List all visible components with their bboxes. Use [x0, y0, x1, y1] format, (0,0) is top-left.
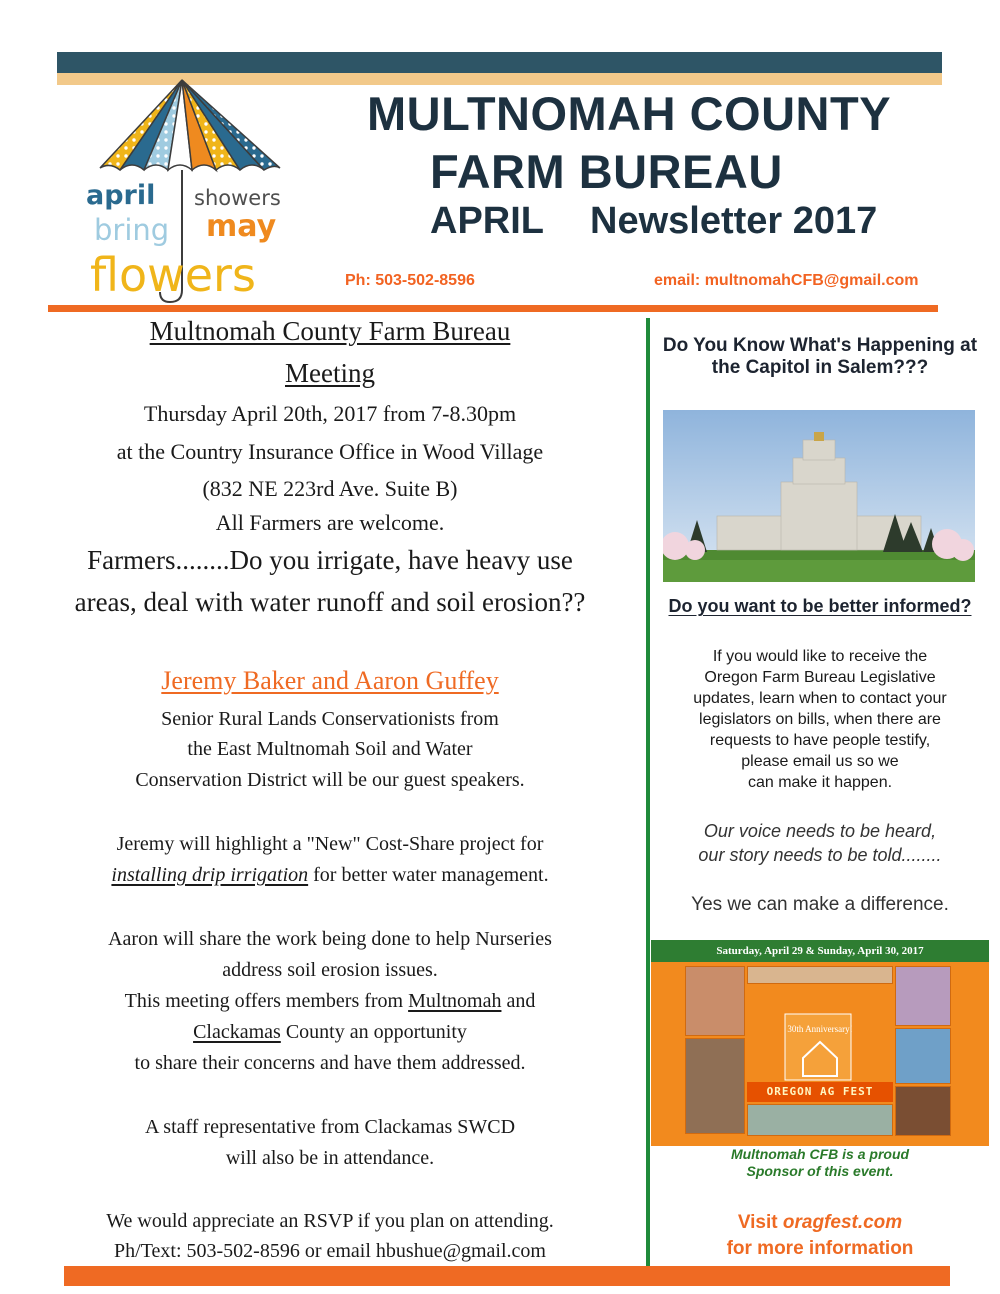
header-title-line2: FARM BUREAU [430, 145, 783, 198]
county-multnomah: Multnomah [408, 990, 502, 1012]
staff-line1: A staff representative from Clackamas SWCD [144, 1116, 516, 1138]
agfest-photo [895, 1028, 951, 1084]
speakers-desc-line2: the East Multnomah Soil and Water [187, 738, 473, 760]
logo-word-flowers: flowers [90, 248, 256, 302]
meeting-title-line2: Meeting [285, 358, 375, 388]
sponsor-note: Multnomah CFB is a proud Sponsor of this event. [730, 1146, 910, 1179]
jeremy-line1: Jeremy will highlight a "New" Cost-Share project for [116, 833, 544, 855]
aaron-line1: Aaron will share the work being done to help Nurseries [108, 928, 552, 950]
agfest-link[interactable]: oragfest.com [782, 1212, 903, 1233]
meeting-date: Thursday April 20th, 2017 from 7-8.30pm [143, 401, 517, 426]
agfest-photo [895, 1086, 951, 1136]
header-month: APRIL [430, 200, 544, 242]
visit-agfest: Visit oragfest.com for more information [726, 1212, 914, 1259]
agfest-anniversary: 30th Anniversary! [787, 1024, 853, 1034]
column-divider [646, 318, 650, 1266]
header-newsletter: Newsletter 2017 [590, 200, 878, 242]
rsvp-line1: We would appreciate an RSVP if you plan on attending. [106, 1210, 554, 1232]
agfest-photo [685, 1038, 745, 1134]
header-phone: Ph: 503-502-8596 [345, 272, 475, 289]
aaron-line2: address soil erosion issues. [222, 959, 438, 981]
informed-heading: Do you want to be better informed? [668, 596, 972, 616]
offer-line3: to share their concerns and have them addressed. [134, 1052, 526, 1074]
agfest-photo [747, 966, 893, 984]
header-edition [430, 200, 877, 243]
speakers-desc-line3: Conservation District will be our guest speakers. [135, 769, 525, 791]
meeting-welcome: All Farmers are welcome. [215, 510, 445, 535]
speakers-desc-line1: Senior Rural Lands Conservationists from [161, 708, 499, 730]
logo-word-showers: showers [194, 186, 281, 210]
agfest-photo [747, 1104, 893, 1136]
meeting-question-line2: areas, deal with water runoff and soil erosion?? [74, 587, 586, 617]
agfest-dates: Saturday, April 29 & Sunday, April 30, 2017 [651, 940, 989, 962]
agfest-photo [685, 966, 745, 1036]
jeremy-line2: installing drip irrigation for better water management. [111, 864, 549, 886]
header-title-line1: MULTNOMAH COUNTY [367, 87, 892, 140]
meeting-place: at the Country Insurance Office in Wood Village [116, 439, 544, 464]
speakers-heading: Jeremy Baker and Aaron Guffey [161, 666, 499, 695]
footer-bar [64, 1266, 950, 1286]
offer-line2: Clackamas County an opportunity [193, 1021, 467, 1043]
agfest-ad[interactable] [651, 940, 989, 1146]
meeting-question-line1: Farmers........Do you irrigate, have heavy use [87, 545, 573, 575]
difference-line: Yes we can make a difference. [691, 894, 949, 915]
logo-word-may: may [206, 209, 277, 244]
header-email[interactable]: email: multnomahCFB@gmail.com [654, 272, 919, 289]
meeting-title-line1: Multnomah County Farm Bureau [149, 316, 511, 346]
county-clackamas: Clackamas [193, 1021, 281, 1043]
logo-word-april: april [86, 180, 156, 211]
capitol-photo [663, 410, 975, 582]
staff-line2: will also be in attendance. [225, 1147, 435, 1169]
agfest-photo [895, 966, 951, 1026]
logo-word-bring: bring [94, 213, 170, 247]
informed-paragraph: If you would like to receive the Oregon Farm Bureau Legislative updates, learn when to contact your legislators on bills, when there are requests to have people testify, please email us so we can make it happen. [693, 648, 947, 791]
agfest-name: OREGON AG FEST [747, 1082, 893, 1102]
voice-quote: Our voice needs to be heard, our story needs to be told........ [698, 821, 942, 865]
meeting-address: (832 NE 223rd Ave. Suite B) [202, 476, 458, 501]
header-divider [48, 305, 938, 312]
april-showers-logo [82, 72, 292, 304]
header-top-bar [57, 52, 942, 73]
capitol-question: Do You Know What's Happening at the Capitol in Salem??? [662, 335, 978, 378]
offer-line1: This meeting offers members from Multnomah and [124, 990, 536, 1012]
drip-irrigation-link: installing drip irrigation [111, 864, 309, 886]
rsvp-line2: Ph/Text: 503-502-8596 or email hbushue@gmail.com [114, 1240, 546, 1262]
